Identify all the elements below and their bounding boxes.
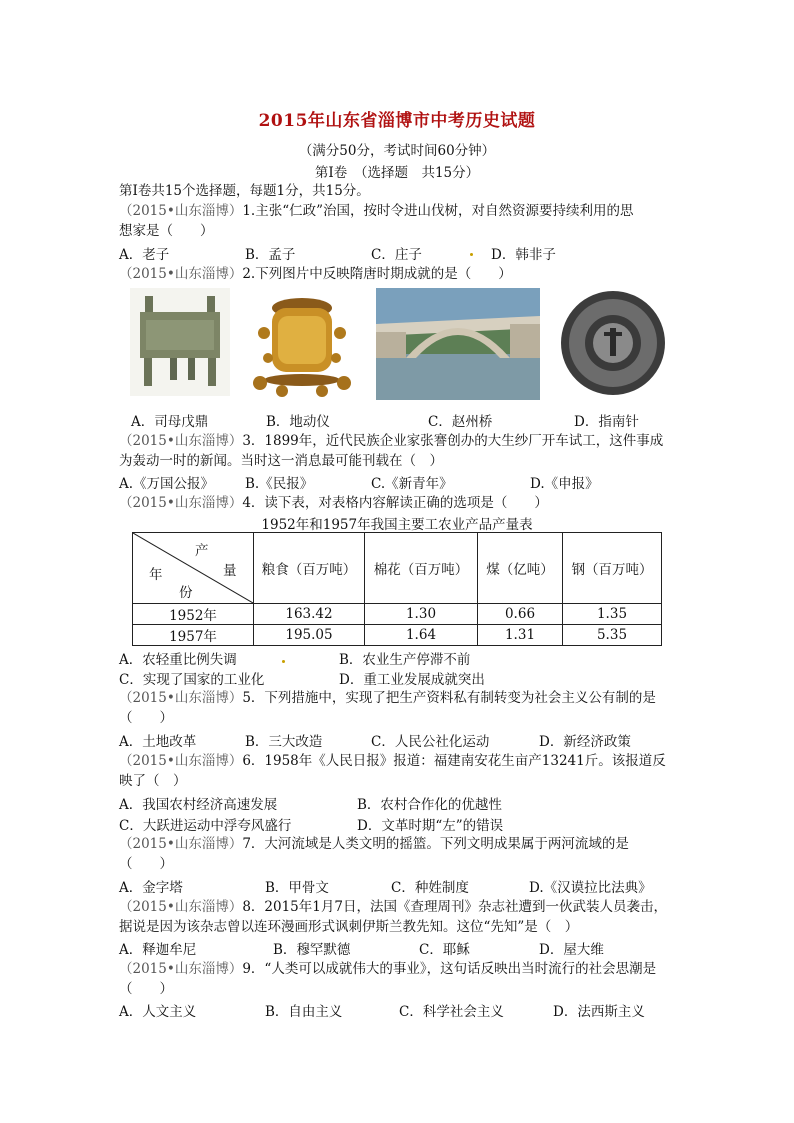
question-1 [119,201,634,221]
question-3 [119,431,663,451]
table-cell: 1.35 [563,604,662,625]
question-source: （2015•山东淄博） [119,836,243,852]
question-stem: 2.下列图片中反映隋唐时期成就的是（ ） [242,266,512,282]
q7-option-c[interactable]: C．种姓制度 [391,880,469,896]
section-intro: 第Ⅰ卷共15个选择题，每题1分，共15分。 [119,183,370,199]
table-title: 1952年和1957年我国主要工农业产品产量表 [261,517,533,533]
question-4 [119,493,548,513]
question-stem: 7．大河流域是人类文明的摇篮。下列文明成果属于两河流域的是 [242,836,629,852]
corner-left-label: 年 [149,567,163,583]
question-source: （2015•山东淄博） [119,266,243,282]
question-7 [119,834,629,854]
question-1-cont: 想家是（ ） [119,223,214,239]
question-5 [119,688,656,708]
table-header: 煤（亿吨） [478,533,563,604]
question-3-cont: 为轰动一时的新闻。当时这一消息最可能刊载在（ ） [119,453,443,469]
question-source: （2015•山东淄博） [119,753,243,769]
table-cell: 0.66 [478,604,563,625]
corner-right-label: 量 [223,563,237,579]
q7-option-a[interactable]: A．金字塔 [119,880,183,896]
exam-subtitle: （满分50分，考试时间60分钟） [298,143,496,159]
exam-title: 2015年山东省淄博市中考历史试题 [258,111,536,131]
question-9-cont: （ ） [119,981,173,997]
q1-option-c[interactable]: C．庄子 [371,247,422,263]
q9-option-b[interactable]: B．自由主义 [265,1004,343,1020]
q3-option-b[interactable]: B.《民报》 [245,476,314,492]
question-6-cont: 映了（ ） [119,773,187,789]
q1-option-b[interactable]: B．孟子 [245,247,296,263]
q9-option-c[interactable]: C．科学社会主义 [399,1004,504,1020]
q6-option-d[interactable]: D．文革时期“左”的错误 [357,818,504,834]
q7-option-b[interactable]: B．甲骨文 [265,880,329,896]
table-header: 钢（百万吨） [563,533,662,604]
question-source: （2015•山东淄博） [119,495,243,511]
table-cell: 1.64 [365,625,478,646]
q9-option-a[interactable]: A．人文主义 [119,1004,197,1020]
q6-option-a[interactable]: A．我国农村经济高速发展 [119,797,278,813]
q2-option-b[interactable]: B．地动仪 [266,414,330,430]
question-source: （2015•山东淄博） [119,961,243,977]
q1-option-a[interactable]: A．老子 [119,247,170,263]
q5-option-d[interactable]: D．新经济政策 [539,734,631,750]
q5-option-b[interactable]: B．三大改造 [245,734,323,750]
q7-option-d[interactable]: D.《汉谟拉比法典》 [529,880,652,896]
decorative-dot [470,253,473,256]
question-stem: 9．“人类可以成就伟大的事业》，这句话反映出当时流行的社会思潮是 [242,961,657,977]
volume-heading: 第Ⅰ卷 （选择题 共15分） [314,165,480,181]
question-6 [119,751,666,771]
q3-option-c[interactable]: C.《新青年》 [371,476,453,492]
q4-option-a[interactable]: A．农轻重比例失调 [119,652,237,668]
corner-bottom-label: 份 [179,585,193,601]
corner-top-label: 产 [195,543,209,559]
table-header: 粮食（百万吨） [254,533,365,604]
q8-option-d[interactable]: D．屋大维 [539,942,604,958]
question-9 [119,959,656,979]
q4-option-c[interactable]: C．实现了国家的工业化 [119,672,265,688]
q6-option-c[interactable]: C．大跃进运动中浮夸风盛行 [119,818,292,834]
table-cell: 1.30 [365,604,478,625]
table-header: 棉花（百万吨） [365,533,478,604]
q2-option-c[interactable]: C．赵州桥 [428,414,493,430]
q3-option-d[interactable]: D.《申报》 [530,476,599,492]
q5-option-c[interactable]: C．人民公社化运动 [371,734,490,750]
question-source: （2015•山东淄博） [119,203,243,219]
question-stem: 1.主张“仁政”治国，按时令进山伐树，对自然资源要持续利用的思 [242,203,634,219]
question-8-cont: 据说是因为该杂志曾以连环漫画形式讽刺伊斯兰教先知。这位“先知”是（ ） [119,919,579,935]
table-cell: 1.31 [478,625,563,646]
q1-option-d[interactable]: D．韩非子 [491,247,556,263]
question-source: （2015•山东淄博） [119,433,243,449]
table-cell: 5.35 [563,625,662,646]
q3-option-a[interactable]: A.《万国公报》 [119,476,215,492]
q5-option-a[interactable]: A．土地改革 [119,734,197,750]
compass-image [558,288,668,398]
decorative-dot [282,660,285,663]
question-stem: 4．读下表，对表格内容解读正确的选项是（ ） [242,495,548,511]
q9-option-d[interactable]: D．法西斯主义 [553,1004,645,1020]
table-cell: 1952年 [133,604,254,625]
question-5-cont: （ ） [119,710,173,726]
seismoscope-image [242,288,362,398]
table-cell: 1957年 [133,625,254,646]
table-corner-cell [133,533,254,604]
q4-option-d[interactable]: D．重工业发展成就突出 [339,672,485,688]
table-row [133,604,662,625]
q2-option-d[interactable]: D．指南针 [574,414,639,430]
question-stem: 8．2015年1月7日，法国《查理周刊》杂志社遭到一伙武装人员袭击， [242,899,667,915]
question-source: （2015•山东淄博） [119,899,243,915]
question-stem: 6．1958年《人民日报》报道：福建南安花生亩产13241斤。该报道反 [242,753,666,769]
question-stem: 5．下列措施中，实现了把生产资料私有制转变为社会主义公有制的是 [242,690,656,706]
question-8 [119,897,667,917]
question-source: （2015•山东淄博） [119,690,243,706]
q6-option-b[interactable]: B．农村合作化的优越性 [357,797,502,813]
table-cell: 163.42 [254,604,365,625]
ding-vessel-image [130,288,230,396]
question-stem: 3．1899年，近代民族企业家张謇创办的大生纱厂开车试工，这件事成 [242,433,664,449]
question-7-cont: （ ） [119,856,173,872]
zhaozhou-bridge-image [376,288,540,400]
table-cell: 195.05 [254,625,365,646]
q8-option-c[interactable]: C．耶稣 [419,942,470,958]
production-table [132,532,662,646]
question-2 [119,264,512,284]
q8-option-a[interactable]: A．释迦牟尼 [119,942,197,958]
table-row [133,625,662,646]
q8-option-b[interactable]: B．穆罕默德 [273,942,351,958]
q4-option-b[interactable]: B．农业生产停滞不前 [339,652,471,668]
q2-option-a[interactable]: A．司母戊鼎 [131,414,209,430]
